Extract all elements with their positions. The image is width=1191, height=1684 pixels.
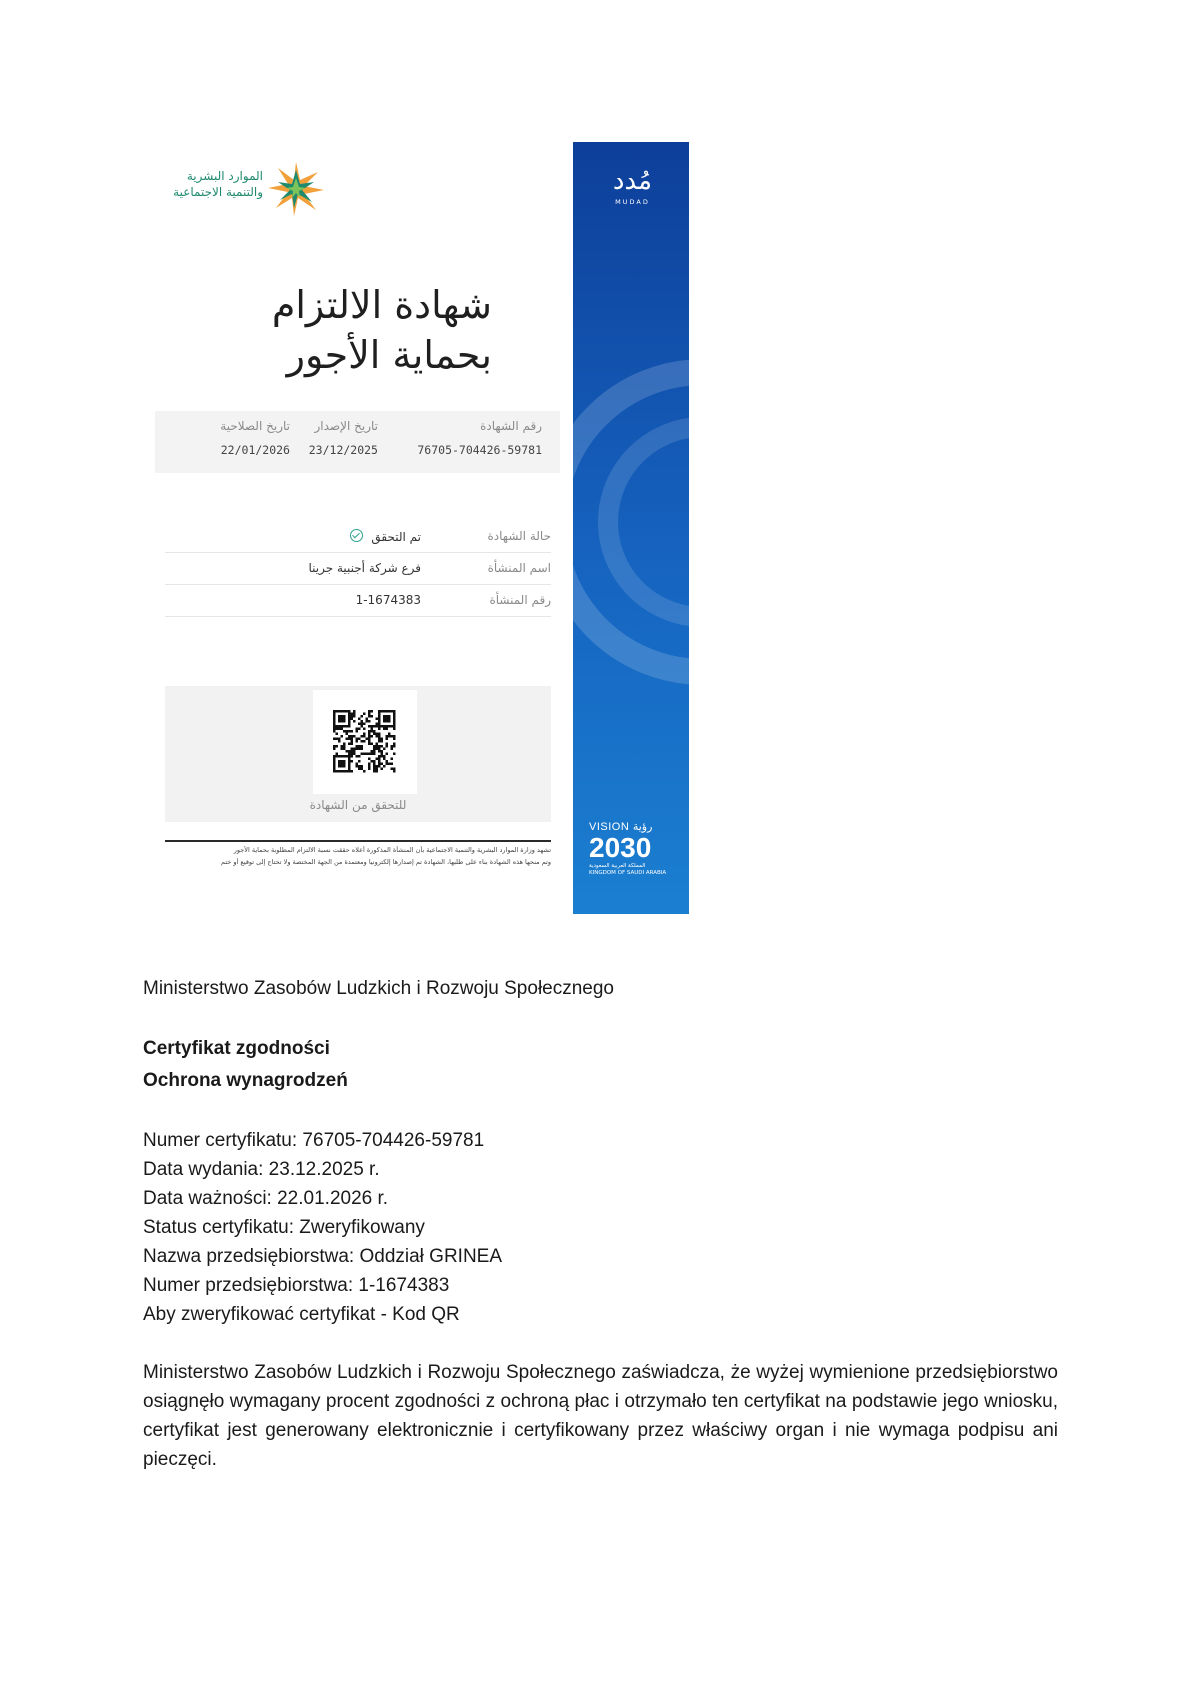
field-company-number: Numer przedsiębiorstwa: 1-1674383 — [143, 1275, 450, 1296]
issue-date-value: 23/12/2025 — [308, 443, 378, 457]
field-expiry-date: Data ważności: 22.01.2026 r. — [143, 1188, 389, 1209]
divider — [165, 840, 551, 842]
logo-line-1: الموارد البشرية — [186, 169, 263, 183]
mudad-brand-arabic: مُدد — [612, 166, 653, 196]
detail-value — [350, 529, 421, 544]
check-circle-icon — [350, 529, 363, 542]
qr-code-icon — [313, 690, 417, 794]
title-line-1: Certyfikat zgodności — [143, 1038, 330, 1059]
fine-print-line-2: وتم منحها هذه الشهادة بناء على طلبها، الشهادة تم إصدارها إلكترونيا ومعتمدة من الجهة المختصة ولا تحتاج إلى توقيع أو ختم — [221, 858, 551, 866]
mudad-logo — [595, 164, 670, 206]
ministry-logo-text — [158, 168, 263, 200]
title-line-2: Ochrona wynagrodzeń — [143, 1070, 348, 1091]
qr-label: للتحقق من الشهادة — [309, 798, 407, 812]
detail-value: 1-1674383 — [355, 593, 421, 607]
cert-number-column — [417, 411, 542, 457]
arabic-certificate-title — [192, 280, 492, 380]
detail-value: فرع شركة أجنبية جرينا — [308, 561, 421, 575]
vision-2030-logo — [589, 820, 684, 877]
field-certificate-number: Numer certyfikatu: 76705-704426-59781 — [143, 1130, 485, 1151]
certificate-summary-band — [155, 411, 560, 473]
field-status: Status certyfikatu: Zweryfikowany — [143, 1217, 425, 1238]
vision-word: VISION رؤية — [589, 821, 653, 833]
mudad-side-band — [573, 142, 689, 914]
qr-code[interactable] — [313, 690, 417, 794]
detail-row-company-number — [165, 586, 551, 617]
detail-row-company-name — [165, 554, 551, 585]
decorative-arcs — [573, 142, 689, 914]
logo-line-2: والتنمية الاجتماعية — [173, 185, 263, 199]
expiry-date-value: 22/01/2026 — [220, 443, 290, 457]
field-company-name: Nazwa przedsiębiorstwa: Oddział GRINEA — [143, 1246, 503, 1267]
vision-year: 2030 — [589, 832, 652, 863]
status-value-text: تم التحقق — [371, 530, 421, 544]
vision-subtitle-arabic: المملكة العربية السعودية — [589, 863, 646, 869]
arabic-title-line-1: شهادة الالتزام — [271, 283, 492, 327]
expiry-date-column — [220, 411, 290, 457]
cert-number-label: رقم الشهادة — [480, 419, 542, 433]
qr-panel — [165, 686, 551, 822]
field-verify-qr: Aby zweryfikować certyfikat - Kod QR — [143, 1304, 460, 1325]
ministry-name: Ministerstwo Zasobów Ludzkich i Rozwoju Społecznego — [143, 978, 615, 999]
detail-label: اسم المنشأة — [487, 561, 551, 575]
cert-number-value: 76705-704426-59781 — [417, 443, 542, 457]
detail-label: حالة الشهادة — [487, 529, 551, 543]
fine-print-line-1: تشهد وزارة الموارد البشرية والتنمية الاجتماعية بأن المنشأة المذكورة أعلاه حققت نسبة الالتزام المطلوبة بحماية الأجور — [233, 846, 551, 854]
vision-subtitle-english: KINGDOM OF SAUDI ARABIA — [589, 870, 667, 876]
issue-date-label: تاريخ الإصدار — [314, 419, 378, 433]
arabic-title-line-2: بحماية الأجور — [286, 333, 492, 377]
detail-label: رقم المنشأة — [489, 593, 551, 607]
expiry-date-label: تاريخ الصلاحية — [220, 419, 290, 433]
vision-subtitle — [589, 863, 684, 877]
mudad-brand-english: MUDAD — [615, 198, 650, 206]
ministry-star-icon — [266, 160, 326, 216]
certificate-image — [153, 142, 689, 914]
attestation-paragraph: Ministerstwo Zasobów Ludzkich i Rozwoju Społecznego zaświadcza, że wyżej wymienione przedsiębiorstwo osiągnęło wymagany procent zgodności z ochroną płac i otrzymało ten certyfikat na podstawie jego wniosku, certyfikat jest generowany elektronicznie i certyfikowany przez właściwy organ i nie wymaga podpisu ani pieczęci. — [143, 1362, 1058, 1470]
issue-date-column — [309, 411, 378, 457]
field-issue-date: Data wydania: 23.12.2025 r. — [143, 1159, 380, 1180]
detail-row-status — [165, 522, 551, 553]
ministry-logo — [158, 160, 333, 220]
